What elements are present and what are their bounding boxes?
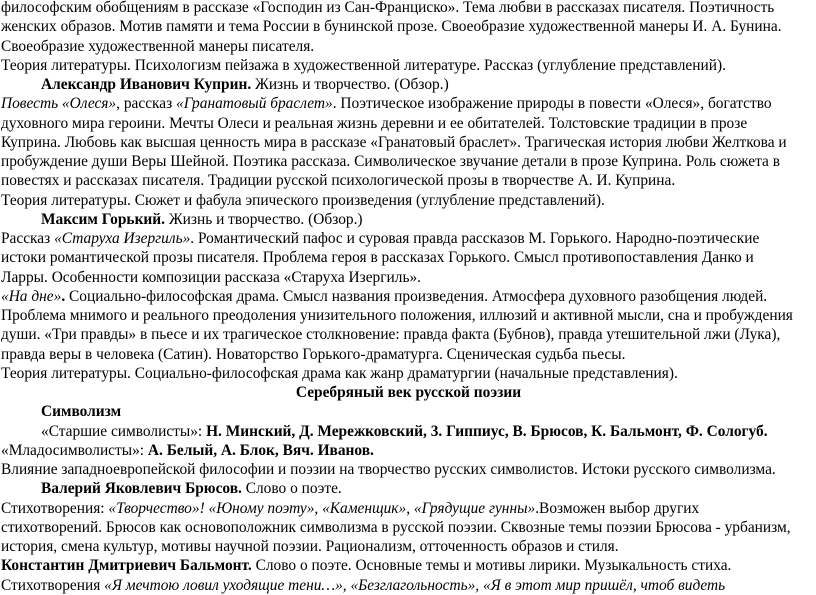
text-line [1,576,816,595]
text-line [1,441,816,460]
text-line [1,133,816,152]
italic-text: «Творчество»! «Юному поэту», «Каменщик», «Грядущие гунны» [108,499,536,517]
text-segment: Стихотворения: [1,499,109,517]
text-segment: Проблема мнимого и реального преодоления унизительного положения, иллюзий и активной мысли, сна и пробуждения [1,307,793,324]
section-heading [1,383,816,402]
text-line [1,37,816,56]
text-segment: Жизнь и творчество. (Обзор.) [165,210,363,228]
text-segment: история, смена культур, мотивы научной поэзии. Рационализм, отточенность образов и стиля. [1,538,619,555]
text-segment: стихотворений. Брюсов как основоположник символизма в русской поэзии. Сквозные темы поэзии Брюсова - урбанизм, [1,518,791,536]
text-line [1,171,816,190]
text-segment: правда веры в человека (Сатин). Новаторство Горького-драматурга. Сценическая судьба пьесы. [1,345,626,363]
bold-text: Н. Минский, Д. Мережковский, 3. Гиппиус, В. Брюсов, К. Бальмонт, Ф. Сологуб. [206,422,768,440]
bold-text: Константин Дмитриевич Бальмонт. [1,557,252,575]
text-segment: Стихотворения [1,576,105,594]
text-segment: пробуждение души Веры Шейной. Поэтика рассказа. Символическое звучание детали в прозе Куприна. Роль сюжета в [1,153,780,170]
bold-text: . [61,287,66,305]
text-line [1,56,816,75]
text-line [1,345,816,364]
text-segment: .Возможен выбор других [535,499,700,517]
text-line [1,325,816,344]
text-segment: «Старшие символисты»: [41,422,207,440]
text-segment: Влияние западноевропейской философии и поэзии на творчество русских символистов. Истоки русского символизма. [1,461,776,478]
text-segment: души. «Три правды» в пьесе и их трагическое столкновение: правда факта (Бубнов), правда утешительной лжи (Лука), [1,326,781,344]
text-segment: женских образов. Мотив памяти и тема России в бунинской прозе. Своеобразие художественной манеры И. А. Бунина. [1,18,782,36]
text-segment: повестях и рассказах писателя. Традиции русской психологической прозы в творчестве А. И. Куприна. [1,172,676,190]
bold-text: Серебряный век русской поэзии [295,384,522,401]
text-line [1,191,816,210]
text-line [1,287,816,306]
text-line [1,0,816,17]
text-segment: Слово о поэте. [241,480,342,498]
text-segment: истоки романтической прозы писателя. Проблема героя в рассказах Горького. Смысл противопоставления Данко и [1,249,754,267]
text-line [1,422,816,441]
text-segment: Социально-философская драма. Смысл названия произведения. Атмосфера духовного разобщения людей. [65,287,768,305]
bold-text: А. Белый, А. Блок, Вяч. Иванов. [147,441,374,459]
text-line [1,268,816,287]
text-segment: «Младосимволисты»: [1,441,148,459]
text-line [1,499,816,518]
bold-text: Максим Горький. [41,210,166,228]
text-segment: Теория литературы. Сюжет и фабула эпического произведения (углубление представлений). [1,191,605,209]
text-line [1,210,816,229]
text-line [1,402,816,421]
italic-text: Повесть «Олеся» [1,95,117,113]
text-line [1,460,816,479]
text-segment: Теория литературы. Психологизм пейзажа в художественной литературе. Рассказ (углубление представлений). [1,56,726,74]
text-segment: Ларры. Особенности композиции рассказа «Старуха Изергиль». [1,268,422,286]
text-line [1,94,816,113]
text-segment: Жизнь и творчество. (Обзор.) [251,76,449,93]
text-segment: Куприна. Любовь как высшая ценность мира в рассказе «Гранатовый браслет». Трагическая история любви Желткова и [1,133,787,151]
italic-text: «На дне» [1,287,62,305]
italic-text: «Гранатовый браслет» [176,95,333,113]
text-line [1,229,816,248]
text-segment: Теория литературы. Социально-философская драма как жанр драматургии (начальные представления). [1,364,678,382]
text-line [1,556,816,575]
text-segment: философским обобщениям в рассказе «Господин из Сан-Франциско». Тема любви в рассказах писателя. Поэтичность [1,0,775,16]
text-line [1,152,816,171]
text-line [1,114,816,133]
italic-text: «Я мечтою ловил уходящие тени…», «Безглагольность», «Я в этот мир пришёл, чтоб видеть [104,576,726,594]
bold-text: Символизм [41,403,122,421]
text-segment: , рассказ [116,95,177,113]
text-segment: Слово о поэте. Основные темы и мотивы лирики. Музыкальность стиха. [251,557,732,575]
bold-text: Валерий Яковлевич Брюсов. [41,480,242,498]
text-segment: . Поэтическое изображение природы в повести «Олеся», богатство [332,95,772,113]
text-segment: . Романтический пафос и суровая правда рассказов М. Горького. Народно-поэтические [190,230,760,247]
text-segment: духовного мира героини. Мечты Олеси и реальная жизнь деревни и ее обитателей. Толстовские традиции в прозе [1,114,748,132]
text-line [1,75,816,94]
text-line [1,248,816,267]
text-line [1,479,816,498]
text-segment: Своеобразие художественной манеры писателя. [1,37,315,55]
text-segment: Рассказ [1,230,55,247]
bold-text: Александр Иванович Куприн. [41,76,252,93]
text-line [1,518,816,537]
italic-text: «Старуха Изергиль» [54,230,191,247]
text-line [1,537,816,556]
text-line [1,17,816,36]
text-line [1,364,816,383]
text-line [1,306,816,325]
